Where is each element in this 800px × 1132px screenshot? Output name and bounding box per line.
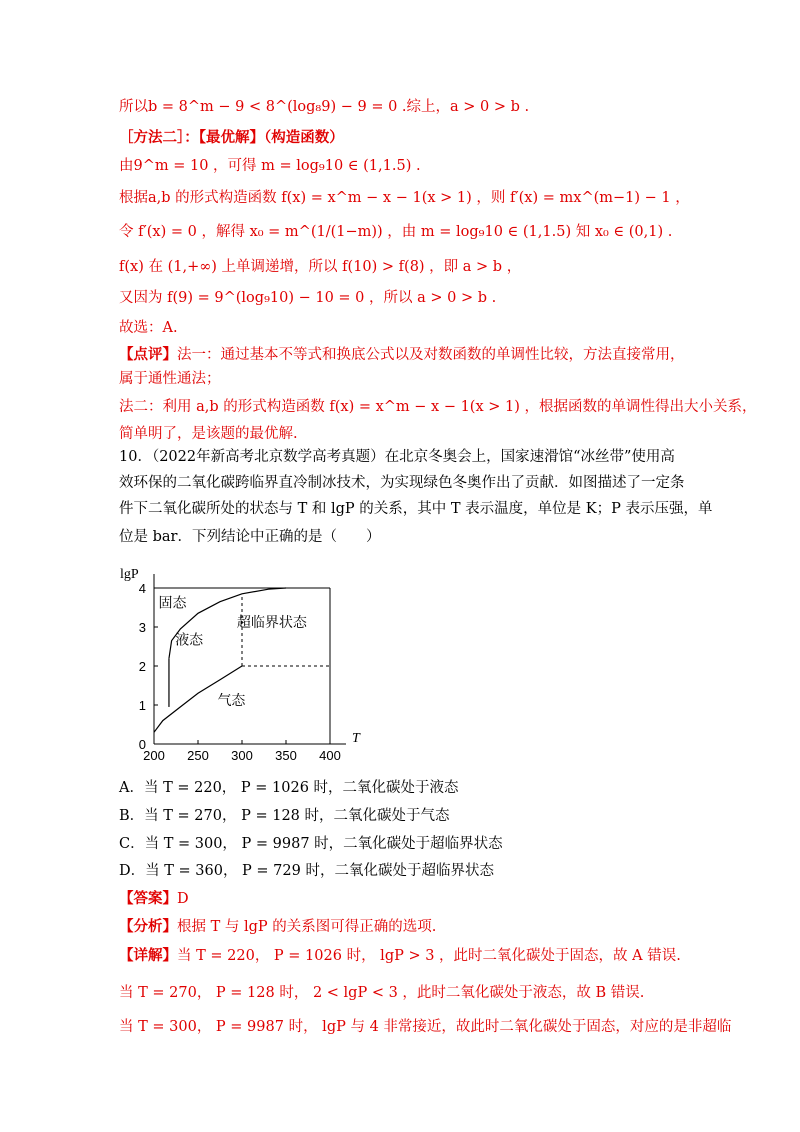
- y-tick-label: 0: [138, 737, 146, 752]
- region-liquid: 液态: [175, 632, 204, 649]
- method-two-heading: ［方法二］：【最优解】（构造函数）: [119, 129, 344, 146]
- question-line-4: 位是 bar．下列结论中正确的是（ ）: [119, 529, 381, 545]
- line-method-two-summary: 法二：利用 a,b 的形式构造函数 f(x) = x^m − x − 1(x > 1) ，根据函数的单调性得出大小关系，: [119, 399, 757, 415]
- line-derivative-zero: 令 f′(x) = 0 ，解得 x₀ = m^(1/(1−m)) ，由 m = log₉10 ∈ (1,1.5) 知 x₀ ∈ (0,1) .: [119, 224, 673, 240]
- question-line-2: 效环保的二氧化碳跨临界直冷制冰技术，为实现绿色冬奥作出了贡献．如图描述了一定条: [119, 475, 685, 491]
- axes: [120, 567, 361, 763]
- detail-line-1: 【详解】当 T = 220， P = 1026 时， lgP > 3 ，此时二氧化碳处于固态，故 A 错误.: [119, 947, 681, 964]
- y-tick-label: 3: [138, 620, 146, 635]
- y-tick-label: 4: [138, 581, 146, 596]
- region-solid: 固态: [158, 595, 187, 612]
- region-supercritical: 超临界状态: [236, 615, 307, 631]
- option-a: A．当 T = 220， P = 1026 时，二氧化碳处于液态: [119, 780, 459, 796]
- answer-line: 【答案】D: [119, 890, 189, 907]
- x-tick-label: 300: [231, 748, 253, 763]
- detail-line-3: 当 T = 300， P = 9987 时， lgP 与 4 非常接近，故此时二氧化碳处于固态，对应的是非超临: [119, 1019, 732, 1035]
- line-comment-2: 属于通性通法；: [119, 371, 221, 387]
- y-tick-label: 2: [138, 659, 146, 674]
- x-tick-label: 400: [319, 748, 341, 763]
- line-method-two-summary-2: 简单明了，是该题的最优解.: [119, 426, 298, 442]
- y-tick-label: 1: [138, 698, 146, 713]
- line-comment: 【点评】法一：通过基本不等式和换底公式以及对数函数的单调性比较，方法直接常用，: [119, 346, 685, 363]
- option-c: C．当 T = 300， P = 9987 时，二氧化碳处于超临界状态: [119, 836, 503, 852]
- option-d: D．当 T = 360， P = 729 时，二氧化碳处于超临界状态: [119, 863, 494, 879]
- line-f9: 又因为 f(9) = 9^(log₉10) − 10 = 0 ，所以 a > 0 > b .: [119, 290, 497, 306]
- x-tick-label: 200: [143, 748, 165, 763]
- detail-line-2: 当 T = 270， P = 128 时， 2 < lgP < 3 ，此时二氧化碳处于液态，故 B 错误.: [119, 985, 645, 1001]
- line-monotonic: f(x) 在 (1,+∞) 上单调递增，所以 f(10) > f(8) ，即 a > b ，: [119, 259, 522, 275]
- region-gas: 气态: [217, 693, 246, 709]
- phase-diagram: [119, 558, 359, 768]
- analysis-line: 【分析】根据 T 与 lgP 的关系图可得正确的选项.: [119, 918, 437, 935]
- x-tick-label: 350: [275, 748, 297, 763]
- x-axis-label: T: [352, 731, 360, 746]
- question-line-3: 件下二氧化碳所处的状态与 T 和 lgP 的关系，其中 T 表示温度，单位是 K；P 表示压强，单: [119, 501, 713, 517]
- line-m-range: 由9^m = 10 ，可得 m = log₉10 ∈ (1,1.5) .: [119, 158, 421, 174]
- line-construct-function: 根据a,b 的形式构造函数 f(x) = x^m − x − 1(x > 1) ，则 f′(x) = mx^(m−1) − 1 ，: [119, 190, 690, 206]
- region-labels: [158, 596, 307, 710]
- x-tick-label: 250: [187, 748, 209, 763]
- line-conclusion-1: 所以b = 8^m − 9 < 8^(log₈9) − 9 = 0 .综上，a > 0 > b .: [119, 99, 530, 115]
- y-axis-label: lgP: [120, 567, 139, 582]
- question-line-1: 10．（2022年新高考北京数学高考真题）在北京冬奥会上，国家速滑馆“冰丝带”使用高: [119, 449, 675, 465]
- option-b: B．当 T = 270， P = 128 时，二氧化碳处于气态: [119, 808, 450, 824]
- line-choice: 故选：A.: [119, 320, 178, 336]
